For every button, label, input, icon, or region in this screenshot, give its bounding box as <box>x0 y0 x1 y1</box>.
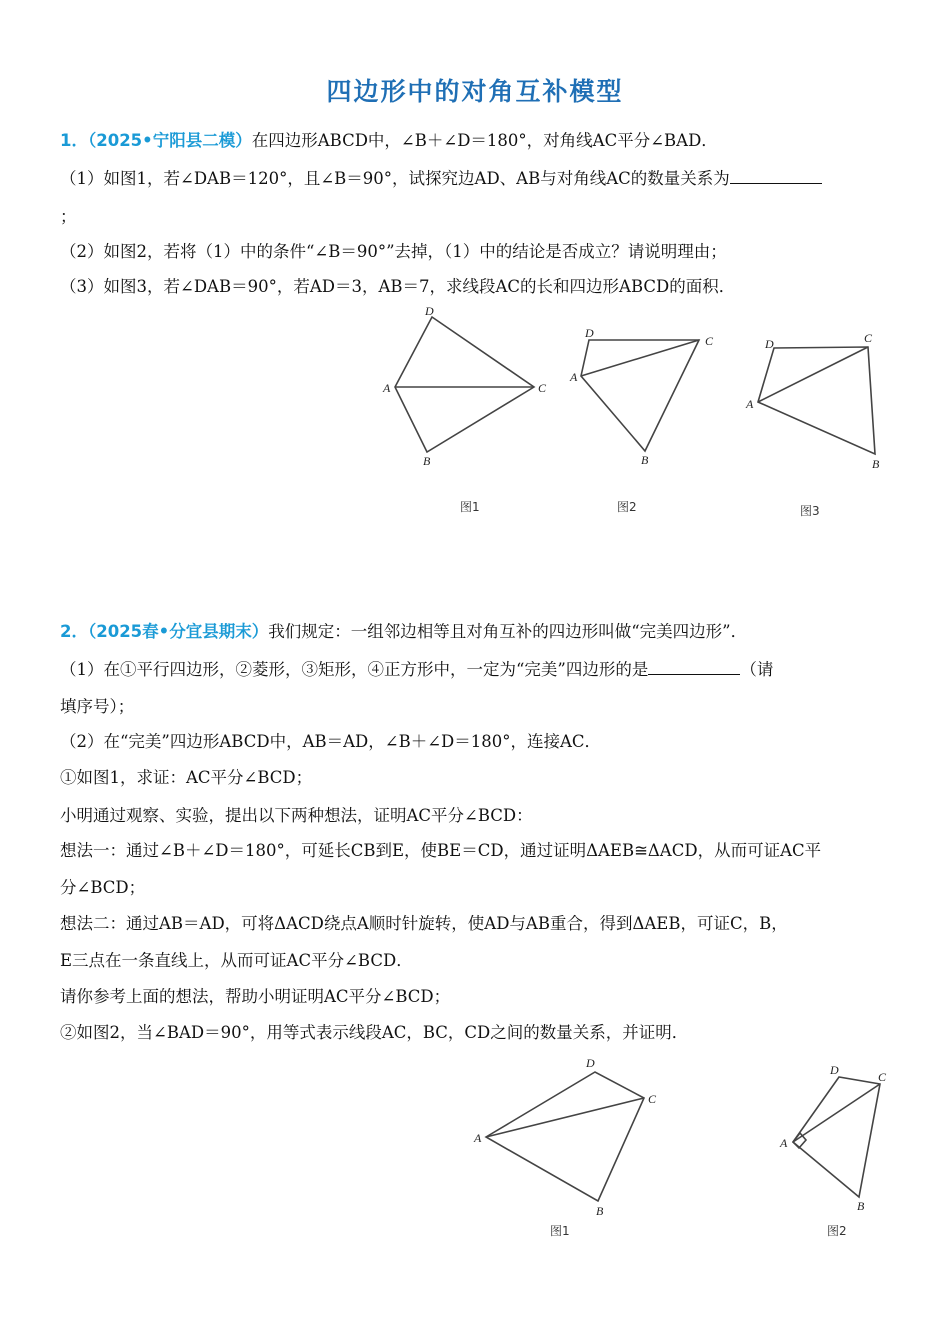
label-b: B <box>857 1199 865 1213</box>
quadrilateral <box>581 340 699 451</box>
q2-part1 <box>60 658 773 681</box>
label-a: A <box>474 1131 482 1145</box>
q2-part1-cont: 填序号）； <box>60 697 135 716</box>
quadrilateral <box>793 1077 880 1197</box>
label-c: C <box>538 381 547 395</box>
q2-intro: 小明通过观察、实验，提出以下两种想法，证明AC平分∠BCD： <box>60 806 533 825</box>
q1-figure-1 <box>380 304 550 478</box>
label-b: B <box>872 457 880 471</box>
quadrilateral <box>395 317 534 452</box>
q1-part1-text: （1）如图1，若∠DAB＝120°，且∠B＝90°，试探究边AD、AB与对角线AC的数量关系为 <box>60 169 730 188</box>
label-c: C <box>705 334 714 348</box>
label-c: C <box>864 331 873 345</box>
diagonal-ac <box>486 1098 644 1137</box>
label-b: B <box>596 1204 604 1218</box>
q1-header <box>60 130 718 152</box>
diagonal-ac <box>758 347 868 402</box>
q2-figure-2 <box>775 1060 905 1220</box>
q1-stem: 在四边形ABCD中，∠B＋∠D＝180°，对角线AC平分∠BAD． <box>251 131 718 150</box>
q2-idea2: 想法二：通过AB＝AD，可将ΔACD绕点A顺时针旋转，使AD与AB重合，得到ΔAEB，可证C，B， <box>60 914 788 933</box>
q1-figure-2 <box>565 325 725 475</box>
q1-figure-2-caption: 图2 <box>617 500 637 514</box>
q2-prompt: 请你参考上面的想法，帮助小明证明AC平分∠BCD； <box>60 987 451 1006</box>
q2-part2: （2）在“完美”四边形ABCD中，AB＝AD，∠B＋∠D＝180°，连接AC． <box>60 732 602 751</box>
q2-idea1-cont: 分∠BCD； <box>60 878 146 897</box>
q1-source: （2025•宁阳县二模） <box>87 131 252 150</box>
page-title: 四边形中的对角互补模型 <box>326 77 624 106</box>
label-d: D <box>830 1063 839 1077</box>
q1-figure-3 <box>740 330 900 480</box>
q1-part2: （2）如图2，若将（1）中的条件“∠B＝90°”去掉，（1）中的结论是否成立？请说明理由； <box>60 242 727 261</box>
q2-part1-tail: （请 <box>740 660 774 679</box>
diagonal-ac <box>581 340 699 376</box>
q2-figure-2-caption: 图2 <box>827 1224 847 1238</box>
quadrilateral <box>758 347 875 454</box>
label-b: B <box>641 453 649 467</box>
q2-stem: 我们规定：一组邻边相等且对角互补的四边形叫做“完美四边形”． <box>268 622 748 641</box>
label-d: D <box>586 1056 595 1070</box>
label-a: A <box>383 381 391 395</box>
q2-sub1: ①如图1，求证：AC平分∠BCD； <box>60 768 313 787</box>
q1-number: 1． <box>60 131 88 150</box>
label-d: D <box>765 337 774 351</box>
quadrilateral <box>486 1072 644 1201</box>
q2-figure-1 <box>470 1055 670 1220</box>
q2-header <box>60 621 747 643</box>
label-a: A <box>780 1136 788 1150</box>
label-d: D <box>585 326 594 340</box>
label-d: D <box>425 304 434 318</box>
q1-figure-3-caption: 图3 <box>800 504 820 518</box>
q2-source: （2025春•分宜县期末） <box>87 622 269 641</box>
q1-part1 <box>60 167 822 190</box>
diagonal-ac <box>793 1084 880 1142</box>
label-b: B <box>423 454 431 468</box>
label-a: A <box>570 370 578 384</box>
q1-figure-1-caption: 图1 <box>460 500 480 514</box>
q2-sub2: ②如图2，当∠BAD＝90°，用等式表示线段AC，BC，CD之间的数量关系，并证明． <box>60 1023 689 1042</box>
q1-part3: （3）如图3，若∠DAB＝90°，若AD＝3，AB＝7，求线段AC的长和四边形ABCD的面积． <box>60 277 736 296</box>
q2-part1-text: （1）在①平行四边形，②菱形，③矩形，④正方形中，一定为“完美”四边形的是 <box>60 660 649 679</box>
label-a: A <box>746 397 754 411</box>
q2-idea1: 想法一：通过∠B＋∠D＝180°，可延长CB到E，使BE＝CD，通过证明ΔAEB≅ΔACD，从而可证AC平 <box>60 841 822 860</box>
q2-figure-1-caption: 图1 <box>550 1224 570 1238</box>
q2-answer-blank <box>648 658 740 675</box>
q2-idea2-cont: E三点在一条直线上，从而可证AC平分∠BCD． <box>60 951 413 970</box>
q1-answer-blank <box>730 167 822 184</box>
label-c: C <box>648 1092 657 1106</box>
label-c: C <box>878 1070 887 1084</box>
q2-number: 2． <box>60 622 88 641</box>
q1-part1-end: ； <box>60 207 77 226</box>
